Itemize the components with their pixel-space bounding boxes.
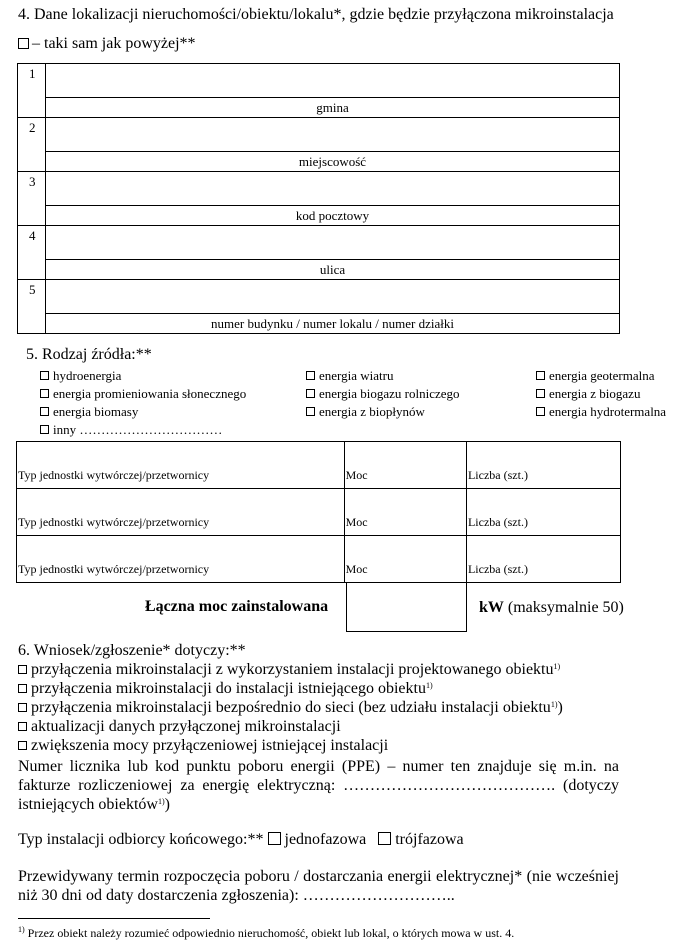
source-option[interactable] — [536, 368, 655, 384]
unit-row — [17, 536, 621, 583]
unit-power-cell[interactable]: Moc — [344, 442, 466, 489]
location-input-field[interactable] — [46, 226, 620, 260]
request-option[interactable] — [18, 660, 560, 679]
source-label: energia hydrotermalna — [549, 404, 667, 419]
three-phase-label: trójfazowa — [395, 831, 464, 848]
source-checkbox[interactable] — [40, 389, 49, 398]
source-checkbox[interactable] — [40, 371, 49, 380]
unit-row — [17, 442, 621, 489]
row-number: 3 — [18, 172, 46, 226]
request-option-label: przyłączenia mikroinstalacji do instalacji istniejącego obiektu — [31, 680, 426, 697]
total-power-note: (maksymalnie 50) — [507, 599, 624, 616]
request-option[interactable] — [18, 736, 388, 755]
request-option-suffix: ) — [557, 699, 563, 716]
total-power-unit: kW — [479, 599, 504, 616]
source-option[interactable] — [40, 368, 121, 384]
unit-type-cell[interactable]: Typ jednostki wytwórczej/przetwornicy — [17, 536, 345, 583]
request-option-label: przyłączenia mikroinstalacji bezpośrednio do sieci (bez udziału instalacji obiektu — [31, 699, 551, 716]
footnote-ref: 1) — [425, 681, 433, 690]
request-option-checkbox[interactable] — [18, 684, 27, 693]
source-checkbox[interactable] — [40, 425, 49, 434]
total-power-unit-row — [479, 598, 624, 617]
request-option[interactable] — [18, 698, 563, 717]
section-6-title: 6. Wniosek/zgłoszenie* dotyczy:** — [18, 642, 246, 659]
start-date-line-1: Przewidywany termin rozpoczęcia poboru / dostarczania energii elektrycznej* (nie wcześniej — [18, 868, 619, 885]
location-field-label: gmina — [46, 98, 620, 118]
unit-count-cell[interactable]: Liczba (szt.) — [466, 442, 620, 489]
source-label: inny …………………………… — [53, 422, 223, 437]
location-input-field[interactable] — [46, 172, 620, 206]
request-option-checkbox[interactable] — [18, 665, 27, 674]
source-option[interactable] — [40, 386, 246, 402]
source-checkbox[interactable] — [40, 407, 49, 416]
location-field-label: ulica — [46, 260, 620, 280]
three-phase-checkbox[interactable] — [378, 832, 391, 845]
same-as-above-checkbox[interactable] — [18, 38, 29, 49]
same-as-above-row[interactable] — [18, 34, 196, 53]
location-row — [18, 280, 620, 314]
request-option-label: zwiększenia mocy przyłączeniowej istniejącej instalacji — [31, 737, 389, 754]
row-number: 4 — [18, 226, 46, 280]
unit-count-cell[interactable]: Liczba (szt.) — [466, 536, 620, 583]
location-input-field[interactable] — [46, 64, 620, 98]
footnote-mark: 1) — [18, 925, 25, 934]
source-checkbox[interactable] — [536, 371, 545, 380]
total-power-label: Łączna moc zainstalowana — [145, 598, 329, 615]
footnote-ref: 1) — [553, 662, 561, 671]
footnote-text: Przez obiekt należy rozumieć odpowiednio nieruchomość, obiekt lub lokal, o których mowa w ust. 4. — [24, 926, 515, 940]
source-checkbox[interactable] — [306, 407, 315, 416]
source-label: energia z biogazu — [549, 386, 641, 401]
location-row — [18, 64, 620, 98]
unit-type-cell[interactable]: Typ jednostki wytwórczej/przetwornicy — [17, 442, 345, 489]
unit-power-cell[interactable]: Moc — [344, 489, 466, 536]
meter-line-3-close: ) — [164, 796, 170, 813]
request-option-label: przyłączenia mikroinstalacji z wykorzystaniem instalacji projektowanego obiektu — [31, 661, 554, 678]
source-option[interactable] — [306, 404, 425, 420]
unit-row — [17, 489, 621, 536]
location-input-field[interactable] — [46, 280, 620, 314]
source-checkbox[interactable] — [306, 389, 315, 398]
source-label: energia geotermalna — [549, 368, 655, 383]
source-option[interactable] — [306, 386, 460, 402]
location-table — [17, 63, 620, 334]
location-row — [18, 172, 620, 206]
source-checkbox[interactable] — [536, 407, 545, 416]
location-row — [18, 226, 620, 260]
source-label: energia z biopłynów — [319, 404, 425, 419]
single-phase-checkbox[interactable] — [268, 832, 281, 845]
installation-type-label: Typ instalacji odbiorcy końcowego:** — [18, 831, 264, 848]
footnote — [18, 926, 514, 941]
section-4-title: 4. Dane lokalizacji nieruchomości/obiektu/lokalu*, gdzie będzie przyłączona mikroinstalacja — [18, 6, 614, 23]
footnote-ref: 1) — [550, 700, 558, 709]
total-power-field[interactable] — [346, 583, 467, 632]
request-option-checkbox[interactable] — [18, 741, 27, 750]
source-option[interactable] — [306, 368, 393, 384]
location-field-label: numer budynku / numer lokalu / numer działki — [46, 314, 620, 334]
unit-count-cell[interactable]: Liczba (szt.) — [466, 489, 620, 536]
footnote-divider — [18, 918, 210, 919]
unit-type-cell[interactable]: Typ jednostki wytwórczej/przetwornicy — [17, 489, 345, 536]
same-as-above-label: – taki sam jak powyżej** — [32, 35, 196, 52]
row-number: 2 — [18, 118, 46, 172]
start-date-line-2: niż 30 dni od daty dostarczenia zgłoszenia): ……………………….. — [18, 887, 455, 904]
location-input-field[interactable] — [46, 118, 620, 152]
source-option[interactable] — [40, 422, 222, 438]
source-option[interactable] — [536, 404, 666, 420]
units-table — [16, 441, 621, 583]
source-checkbox[interactable] — [536, 389, 545, 398]
location-field-label: miejscowość — [46, 152, 620, 172]
location-field-label: kod pocztowy — [46, 206, 620, 226]
source-option[interactable] — [40, 404, 138, 420]
row-number: 5 — [18, 280, 46, 334]
source-label: energia biomasy — [53, 404, 139, 419]
meter-line-3-text: istniejących obiektów — [18, 796, 158, 813]
request-option[interactable] — [18, 679, 433, 698]
row-number: 1 — [18, 64, 46, 118]
request-option-label: aktualizacji danych przyłączonej mikroinstalacji — [31, 718, 341, 735]
source-label: energia wiatru — [319, 368, 394, 383]
source-label: hydroenergia — [53, 368, 122, 383]
request-option-checkbox[interactable] — [18, 703, 27, 712]
meter-line-1: Numer licznika lub kod punktu poboru energii (PPE) – numer ten znajduje się m.in. na — [18, 758, 619, 775]
source-label: energia promieniowania słonecznego — [53, 386, 247, 401]
meter-footnote-ref: 1) — [157, 797, 165, 806]
source-checkbox[interactable] — [306, 371, 315, 380]
meter-line-2: fakturze rozliczeniowej za energię elektryczną: …………………………………. (dotyczy — [18, 777, 619, 794]
section-5-title: 5. Rodzaj źródła:** — [26, 346, 152, 363]
request-option-checkbox[interactable] — [18, 722, 27, 731]
installation-type-row — [18, 830, 464, 849]
meter-line-3 — [18, 795, 170, 814]
location-row — [18, 118, 620, 152]
source-label: energia biogazu rolniczego — [319, 386, 460, 401]
request-option[interactable] — [18, 717, 341, 736]
unit-power-cell[interactable]: Moc — [344, 536, 466, 583]
single-phase-label: jednofazowa — [284, 831, 367, 848]
source-option[interactable] — [536, 386, 640, 402]
